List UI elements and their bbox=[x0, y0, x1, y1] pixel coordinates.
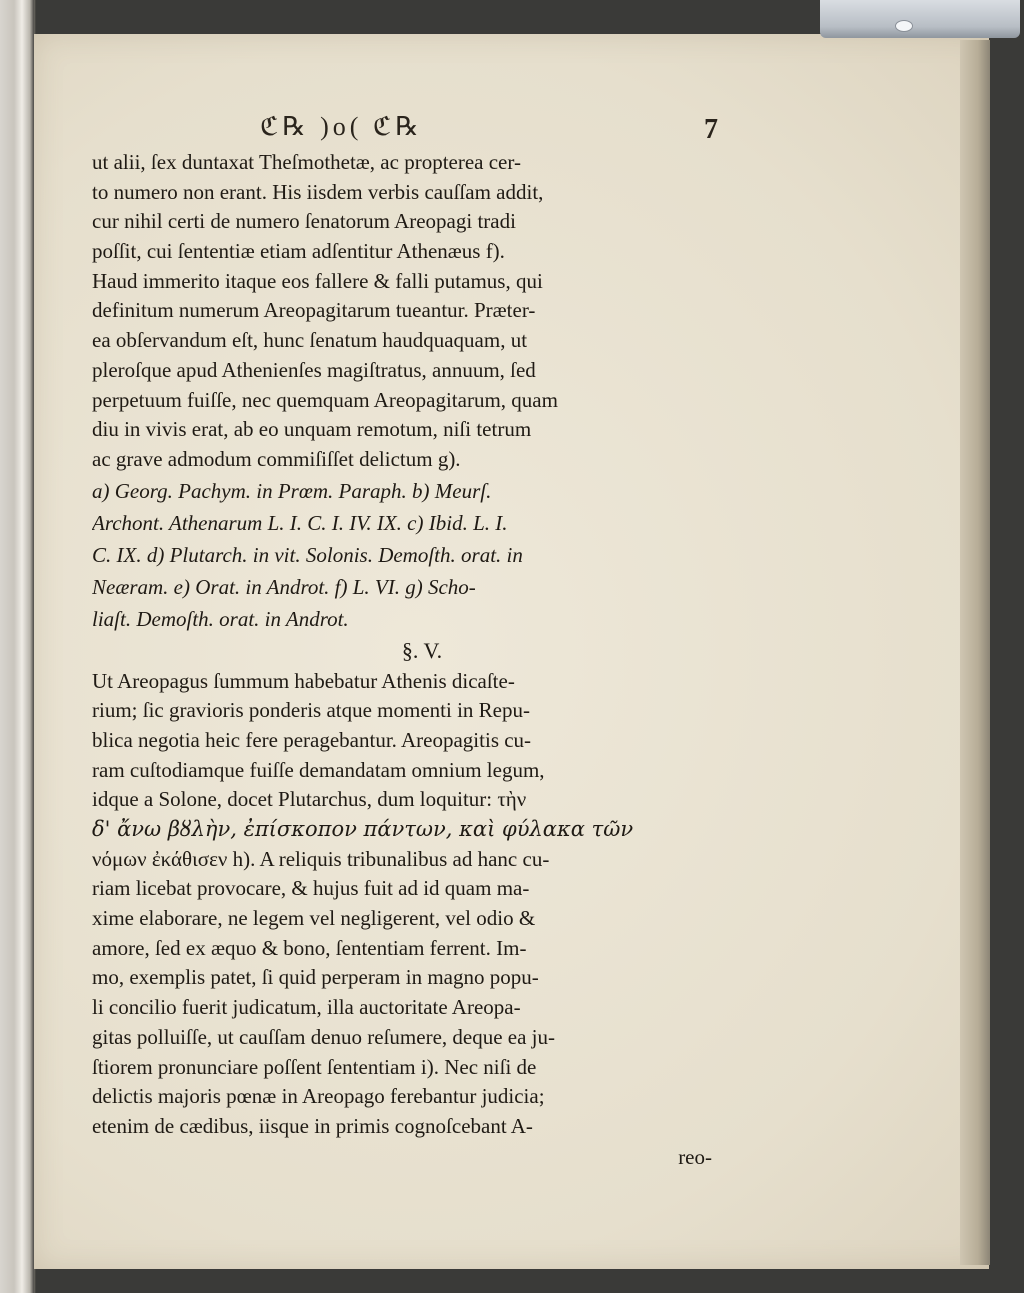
catchword: reo- bbox=[678, 1144, 712, 1169]
section-heading: §. V. bbox=[401, 637, 443, 663]
body-line: diu in vivis erat, ab eo unquam remotum, niſi tetrum bbox=[92, 417, 532, 442]
body-line: poſſit, cui ſententiæ etiam adſentitur Athenæus f). bbox=[92, 239, 505, 264]
facing-page-edge bbox=[0, 0, 34, 1293]
body-line: definitum numerum Areopagitarum tueantur. Præter- bbox=[92, 298, 536, 323]
section-line: etenim de cædibus, iisque in primis cognoſcebant A- bbox=[92, 1113, 533, 1138]
body-line: ut alii, ſex duntaxat Theſmothetæ, ac propterea cer- bbox=[92, 150, 521, 174]
header-ornament: ℭ℞ )o( ℭ℞ bbox=[260, 112, 423, 141]
footnote-line: C. IX. d) Plutarch. in vit. Solonis. Demoſth. orat. in bbox=[92, 542, 523, 567]
body-line: pleroſque apud Athenienſes magiſtratus, annuum, ſed bbox=[92, 357, 536, 382]
section-line: ram cuſtodiamque fuiſſe demandatam omnium legum, bbox=[92, 757, 545, 782]
page-clip bbox=[820, 0, 1020, 38]
page-stack-edge bbox=[960, 40, 990, 1265]
section-line-greek: δ' ἄνω βȣλὴν, ἐπίσκοπον πάντων, καὶ φύλακα τῶν bbox=[92, 817, 634, 841]
section-line: xime elaborare, ne legem vel negligerent, vel odio & bbox=[92, 906, 536, 931]
section-line: idque a Solone, docet Plutarchus, dum loquitur: τὴν bbox=[92, 787, 527, 812]
body-line: cur nihil certi de numero ſenatorum Areopagi tradi bbox=[92, 209, 516, 234]
section-line: blica negotia heic fere peragebantur. Areopagitis cu- bbox=[92, 727, 532, 752]
section-line: riam licebat provocare, & hujus fuit ad id quam ma- bbox=[92, 876, 530, 901]
footnote-line: Neæram. e) Orat. in Androt. f) L. VI. g) Scho- bbox=[92, 574, 476, 599]
body-line: to numero non erant. His iisdem verbis cauſſam addit, bbox=[92, 179, 544, 204]
section-line: delictis majoris pœnæ in Areopago ferebantur judicia; bbox=[92, 1084, 545, 1109]
running-head bbox=[92, 108, 718, 148]
section-line: ſtiorem pronunciare poſſent ſententiam i). Nec niſi de bbox=[92, 1054, 537, 1079]
body-line: ac grave admodum commiſiſſet delictum g). bbox=[92, 446, 461, 471]
footnote-line: Archont. Athenarum L. I. C. I. IV. IX. c) Ibid. L. I. bbox=[92, 510, 508, 535]
section-line: li concilio fuerit judicatum, illa auctoritate Areopa- bbox=[92, 995, 521, 1020]
section-line: νόμων ἐκάθισεν h). A reliquis tribunalibus ad hanc cu- bbox=[92, 846, 550, 871]
section-line: mo, exemplis patet, ſi quid perperam in magno popu- bbox=[92, 965, 539, 990]
page-text bbox=[92, 108, 718, 1172]
body-line: perpetuum fuiſſe, nec quemquam Areopagitarum, quam bbox=[92, 387, 558, 412]
section-paragraph bbox=[92, 667, 712, 1142]
footnote-line: liaſt. Demoſth. orat. in Androt. bbox=[92, 606, 349, 631]
section-line: Ut Areopagus ſummum habebatur Athenis dicaſte- bbox=[92, 668, 515, 693]
footnotes bbox=[92, 475, 712, 635]
body-line: Haud immerito itaque eos fallere & falli putamus, qui bbox=[92, 268, 543, 293]
section-line: amore, ſed ex æquo & bono, ſententiam ferrent. Im- bbox=[92, 935, 527, 960]
clip-hole bbox=[895, 20, 913, 32]
footnote-line: a) Georg. Pachym. in Prœm. Paraph. b) Meurſ. bbox=[92, 478, 492, 503]
section-line: gitas polluiſſe, ut cauſſam denuo reſumere, deque ea ju- bbox=[92, 1024, 556, 1049]
body-line: ea obſervandum eſt, hunc ſenatum haudquaquam, ut bbox=[92, 328, 528, 353]
page-number: 7 bbox=[704, 114, 718, 145]
body-paragraph bbox=[92, 148, 712, 475]
section-line: rium; ſic gravioris ponderis atque momenti in Repu- bbox=[92, 698, 530, 723]
